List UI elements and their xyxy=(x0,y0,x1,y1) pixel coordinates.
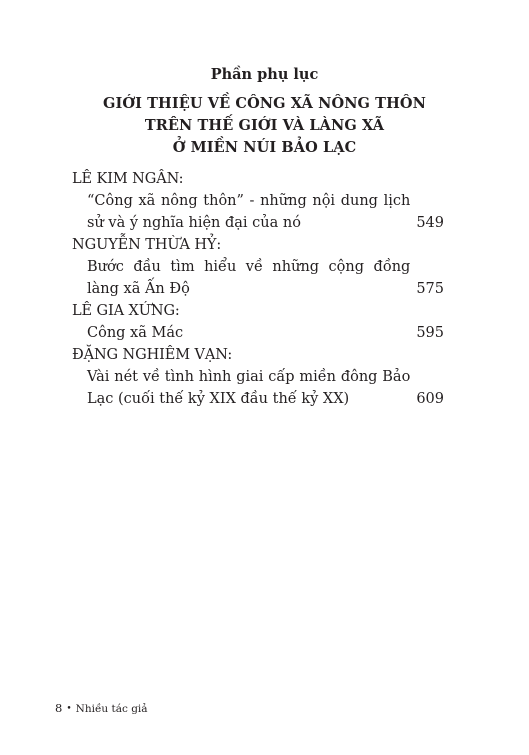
entry-title: “Công xã nông thôn” - những nội dung lịch sử và ý nghĩa hiện đại của nó xyxy=(87,193,411,231)
entry-author: NGUYỄN THỪA HỶ: xyxy=(72,237,222,253)
entry-author: LÊ KIM NGÂN: xyxy=(72,171,184,187)
entry-title: Vài nét về tình hình giai cấp miền đông Bảo Lạc (cuối thế kỷ XIX đầu thế kỷ XX) xyxy=(87,369,411,407)
section-title-line-1: GIỚI THIỆU VỀ CÔNG XÃ NÔNG THÔN xyxy=(103,95,426,112)
entry-title: Công xã Mác xyxy=(87,325,184,341)
entry-page-number: 609 xyxy=(416,391,444,407)
section-title-line-3: Ở MIỀN NÚI BẢO LẠC xyxy=(172,139,357,156)
entry-author: ĐẶNG NGHIÊM VẠN: xyxy=(72,347,233,363)
entry-row[interactable] xyxy=(72,190,444,234)
table-of-contents xyxy=(72,168,444,410)
toc-entry xyxy=(72,300,444,344)
entry-row[interactable] xyxy=(72,366,444,410)
footer-author: Nhiều tác giả xyxy=(75,703,148,715)
toc-entry xyxy=(72,344,444,410)
entry-title: Bước đầu tìm hiểu về những cộng đồng làng xã Ấn Độ xyxy=(87,259,411,297)
appendix-title: Phần phụ lục xyxy=(210,66,319,83)
page-footer xyxy=(55,701,148,715)
entry-page-number: 549 xyxy=(416,215,444,231)
footer-page-number: 8 xyxy=(55,701,63,715)
entry-row[interactable] xyxy=(72,322,444,344)
bullet-separator: • xyxy=(66,704,72,714)
entry-page-number: 595 xyxy=(416,325,444,341)
entry-author: LÊ GIA XỨNG: xyxy=(72,303,180,319)
toc-entry xyxy=(72,168,444,234)
entry-row[interactable] xyxy=(72,256,444,300)
section-title-line-2: TRÊN THẾ GIỚI VÀ LÀNG XÃ xyxy=(144,117,385,134)
toc-entry xyxy=(72,234,444,300)
entry-page-number: 575 xyxy=(416,281,444,297)
